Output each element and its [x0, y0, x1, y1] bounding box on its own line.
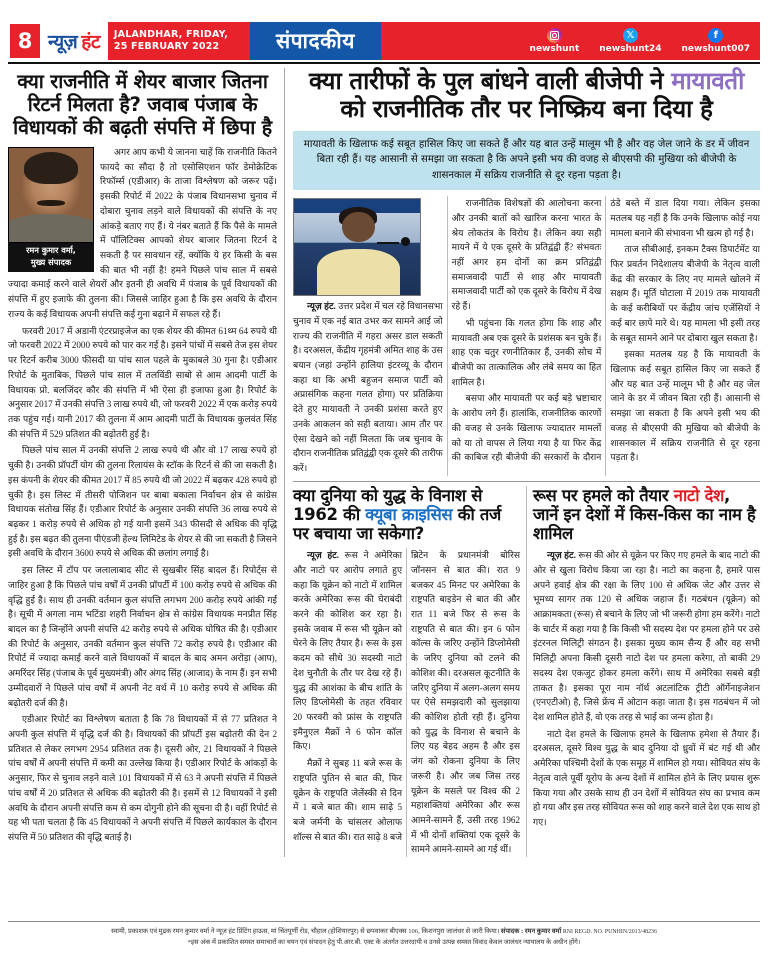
- lead-headline-part1: क्या तारीफों के पुल बांधने वाली बीजेपी ने: [309, 67, 672, 95]
- instagram-icon: [547, 28, 562, 43]
- facebook-handle: newshunt007: [681, 44, 750, 54]
- page-footer: [8, 921, 760, 948]
- cuba-headline-part2: की तर्ज पर बचाया जा सकेगा?: [293, 504, 501, 543]
- nato-headline-part1: रूस पर हमले को तैयार: [533, 485, 674, 505]
- nato-headline: [533, 486, 760, 543]
- lead-photo-block: [293, 198, 421, 296]
- lead-headline-part2: को राजनीतिक तौर पर निष्क्रिय बना दिया है: [340, 94, 713, 123]
- lead-para-3: भी पहुंचना कि गलत होगा कि शाह और मायावती अब एक दूसरे के प्रशंसक बन चुके हैं। शाह एक चतुर रणनीतिकार हैं, उनकी सोच में बीजेपी का तात्कालिक और लंबे समय का हित शामिल है।: [451, 317, 602, 387]
- nato-dateline: न्यूज़ हंट.: [547, 550, 576, 561]
- editor-name: रमन कुमार वर्मा: [524, 927, 562, 935]
- lead-body: [293, 196, 760, 476]
- author-designation: मुख्य संपादक: [30, 256, 72, 267]
- nato-para-1-text: रूस की ओर से यूक्रेन पर किए गए हमले के बाद नाटो की ओर से खुला विरोध किया जा रहा है। नाटो का कहना है, हमारे पास अपने हवाई क्षेत्र की रक्षा के लिए 100 से अधिक जेट और उत्तर से भूमध्य सागर तक 120 से अधिक जहाज हैं। गठबंधन (यूक्रेन) को आक्रामकता (रूस) से बचाने के लिए जो भी जरूरी होगा हम करेंगे। नाटो के चार्टर में कहा गया है कि किसी भी सदस्य देश पर हमला होने पर उसे इंटरनल मिलिट्री संगठन है। इसका मुख्य काम सैन्य हैं और वह सभी मिलिट्री अपना किसी दूसरी नाटो देश पर हमला करेगा, तो बाकी 29 सदस्य देश एकजुट होकर हमला करेंगे। साथ में अमेरिका सबसे बड़ी ताकत है। इसका पूरा नाम नॉर्थ अटलांटिक ट्रीटी ऑर्गेनाइजेशन (एनएटीओ) है, जिसे फ्रेंच में ओटान कहा जाता है। इस गठबंधन में जो देश शामिल होते हैं, वो एक तरह से भाई का जन्म होता है।: [533, 550, 760, 722]
- footer-rule: [8, 921, 760, 922]
- logo-word-1: न्यूज़: [48, 31, 78, 53]
- author-caption: [8, 243, 94, 272]
- story-cuba-crisis: [293, 486, 527, 857]
- editor-label: संपादक :: [500, 927, 524, 935]
- social-facebook[interactable]: [682, 28, 751, 54]
- lead-headline: [293, 68, 760, 124]
- lead-standfirst: मायावती के खिलाफ कई सबूत हासिल किए जा सकते हैं और यह बात उन्हें मालूम भी है और वह जेल जाने के डर में जीवन बिता रही हैं। यह आसानी से समझा जा सकता है कि अपने इसी भय की वजह से बीएसपी की मुखिया को बीजेपी के शासनकाल में सक्रिय राजनीति से दूर रहना पड़ता है।: [293, 131, 760, 190]
- social-links: [381, 22, 760, 60]
- lead-para-5: ताज सीबीआई, इनकम टैक्स डिपार्टमेंट या फिर प्रवर्तन निदेशालय बीजेपी के नेतृत्व वाली केंद्र की सरकार के लिए नए मामले खोलने में सक्षम हैं। मूर्ति घोटाला में 2019 तक मायावती के कई करीबियों पर केंद्रीय जांच एजेंसियों ने कई बार छापे मारे थे। यह मामला भी इसी तरह के सबूत सामने आने पर दोबारा खुल सकता है।: [610, 244, 760, 343]
- cuba-para-2: मैक्रों ने सुबह 11 बजे रूस के राष्ट्रपति पुतिन से बात की, फिर यूक्रेन के राष्ट्रपति जेलेंस्की से दिन में 1 बजे बात की। शाम साढ़े 5 बजे जर्मनी के चांसलर ओलाफ शॉल्स से बात की। रात साढ़े 8 बजे ब्रिटेन के प्रधानमंत्री बोरिस जॉनसन से बात की। रात 9 बजकर 45 मिनट पर अमेरिका के राष्ट्रपति बाइडेन से बात की और रात 11 बजे फिर से रूस के राष्ट्रपति से बात की। इन 6 फोन कॉल्स के जरिए उन्होंने डिप्लोमेसी के जरिए दुनिया को टलने की कोशिश की। दरअसल कूटनीति के जरिए दुनिया में अलग-अलग समय पर ऐसे समझदारी को सुलझाया की कोशिश होती रही हैं। दुनिया को युद्ध के विनाश से बचाने के लिए यह बेहद अहम है और इस जंग को रोकना दुनिया के लिए जरूरी है। और जब जिस तरह यूक्रेन के मसले पर विश्व की 2 महाशक्तियां अमेरिका और रूस आमने-सामने हैं, उसी तरह 1962 में भी दोनों शक्तियां एक दूसरे के सामने आमने-सामने आ गई थीं।: [293, 550, 520, 855]
- cuba-headline-part1: क्या दुनिया को युद्ध के विनाश से 1962 की: [293, 485, 483, 524]
- masthead-rule: [8, 62, 760, 64]
- lead-dateline: न्यूज़ हंट.: [307, 301, 336, 312]
- bottom-stories: [293, 486, 760, 857]
- editorial-body: [8, 145, 277, 845]
- cuba-headline-highlight: क्यूबा क्राइसिस: [365, 504, 453, 524]
- lead-para-4: बसपा और मायावती पर कई बड़े भ्रष्टाचार के आरोप लगे हैं। हालांकि, राजनीतिक कारणों की वजह से उनके खिलाफ ज्यादातर मामलों को या तो वापस ले लिया गया है या फिर केंद्र की काबिज रही बीजेपी की सरकारों के दौरान ठंडे बस्ते में डाल दिया गया। लेकिन इसका मतलब यह नहीं है कि उनके खिलाफ कोई नया मामला बनाने की संभावना भी खत्म हो गई है।: [451, 198, 760, 463]
- author-portrait: [8, 147, 94, 243]
- imprint-text: स्वामी, प्रकाशक एवं मुद्रक रमन कुमार वर्मा ने न्यूज़ हंट प्रिंटिंग हाऊस, मां चिंतपूर्णी रोड, चौहाल (होशियारपुर) से छपवाकर बीएक्स 106, किशनपुरा जालंधर से जारी किया।: [111, 927, 500, 935]
- cuba-dateline: न्यूज़ हंट.: [307, 550, 340, 561]
- cuba-body: [293, 548, 520, 857]
- masthead: [8, 22, 760, 60]
- nato-headline-part2: , जानें इन देशों में किस-किस का नाम है शामिल: [533, 485, 756, 543]
- author-name: रमन कुमार वर्मा,: [26, 245, 76, 255]
- lead-story: [285, 68, 760, 857]
- legal-line: *इस अंक में प्रकाशित समस्त समाचारों का चयन एवं संपादन हेतु पी.आर.बी. एक्ट के अंतर्गत उत्तरदायी व उनसे उत्पन्न समस्त विवाद केवल जालंधर न्यायालय के अधीन होंगे।: [187, 938, 581, 946]
- dateline-date: 25 FEBRUARY 2022: [113, 41, 220, 52]
- facebook-icon: f: [708, 28, 723, 43]
- lead-headline-highlight: मायावती: [671, 67, 744, 95]
- editorial-para-2: फरवरी 2017 में अडानी एंटरप्राइजेज का एक शेयर की कीमत 61थ्म 64 रुपये थी जो फरवरी 2022 में 2000 रुपये को पार कर गई है। इसने पांचों में सबसे तेज इस शेयर पर रिटर्न करीब 3000 फीसदी या पांच साल पहले के मुकाबले 30 गुना है। एडीआर रिपोर्ट के मुताबिक, पिछले पांच साल में तलविंडी साबो से आम आदमी पार्टी के विधायक प्रो. बलजिंदर कौर की संपत्ति में भी ऐसा ही इजाफा हुआ है। रिपोर्ट के अनुसार 2017 में उनकी संपत्ति 3 लाख रुपये थी, जो फरवरी 2022 में एक करोड़ रुपये तक पहुंच गई। यानी 2017 की तुलना में आम आदमी पार्टी के विधायक कुलवंत सिंह की संपत्ति में 529 प्रतिशत की बढ़ोतरी हुई है।: [8, 325, 277, 439]
- page-number: 8: [8, 22, 42, 60]
- editorial-para-3: पिछले पांच साल में उनकी संपत्ति 2 लाख रुपये थी और वो 17 लाख रुपये हो चुकी है। उनकी प्रॉपर्टी योग की तुलना रिलायंस के स्टॉक के रिटर्न से की जा सकती है। इस कंपनी के शेयर की कीमत 2017 में 85 रुपये थी जो 2022 में बढ़कर 428 रुपये हो चुकी है। इस लिस्ट में तीसरी पोजिशन पर बाबा बकाला निर्वाचन क्षेत्र से कांग्रेस विधायक संतोख सिंह हैं। एडीआर रिपोर्ट के अनुसार उनकी संपत्ति 36 लाख रुपये से बढ़कर 1 करोड़ रुपये से अधिक हो गई यानी इसमें 343 फीसदी से अधिक की वृद्धि हुई है। इस बढ़त की तुलना पीएंडजी हेल्थ लिमिटेड के शेयर से की जा सकती है जिसने इसी अवधि के दौरान 3600 रुपये से अधिक की छलांग लगाई है।: [8, 445, 277, 559]
- editorial-para-4: इस लिस्ट में टॉप पर जलालाबाद सीट से सुखबीर सिंह बादल हैं। रिपोर्ट्स से जाहिर हुआ है कि पिछले पांच वर्षों में उनकी प्रॉपर्टी में 100 करोड़ रुपये से अधिक की वृद्धि हुई है। साथ ही उनकी वर्तमान कुल संपत्ति लगभग 200 करोड़ रुपये आंकी गई है। सूची में अगला नाम भटिंडा शहरी निर्वाचन क्षेत्र से कांग्रेस विधायक मनप्रीत सिंह बादल का है जिन्होंने अपनी संपत्ति 42 करोड़ रुपये से अधिक घोषित की है। एडीआर की रिपोर्ट के अनुसार, उनकी वर्तमान कुल संपत्ति 72 करोड़ रुपये है। एडीआर की रिपोर्ट में ज्यादा कमाई करने वाले विधायकों में बादल के बाद अमन अरोड़ा (आप), अमरिंदर सिंह (पंजाब के पूर्व मुख्यमंत्री) और अंगद सिंह (आजाद) के नाम हैं। इन सभी उम्मीदवारों ने पिछले पांच वर्षों में अपनी नेट वर्थ में 10 करोड़ रुपये से अधिक की बढ़ोतरी दर्ज की है।: [8, 565, 277, 708]
- section-rule: [293, 481, 760, 482]
- story-nato: [527, 486, 760, 857]
- social-instagram[interactable]: [530, 28, 580, 54]
- publication-logo: [42, 22, 108, 60]
- nato-headline-highlight: नाटो देश: [673, 485, 725, 505]
- lead-para-6: इसका मतलब यह है कि मायावती के खिलाफ कई सबूत हासिल किए जा सकते हैं और यह बात उन्हें मालूम भी है और वह जेल जाने के डर में जीवन बिता रही हैं। आसानी से समझा जा सकता है कि अपने इसी भय की वजह से बीएसपी की मुखिया को बीजेपी के शासनकाल में सक्रिय राजनीति से दूर रहना पड़ता है।: [610, 349, 760, 463]
- author-photo-block: [8, 147, 94, 272]
- rni-number: RNI REGD. NO. PUNHIN/2013/48236: [562, 928, 657, 935]
- dateline-city-day: JALANDHAR, FRIDAY,: [113, 29, 228, 41]
- editorial-para-1: अगर आप कभी ये जानना चाहें कि राजनीति कितने फायदे का सौदा है तो एसोसिएशन फॉर डेमोक्रेटिक रिफॉर्म्स (एडीआर) के ताजा विश्लेषण को जरूर पढ़ें। इसकी रिपोर्ट में 2022 के पंजाब विधानसभा चुनाव में दोबारा चुनाव लड़ने वाले विधायकों की संपत्ति के नए आंकड़े बताए गए हैं। ये नंबर बताते हैं कि पैसे के मामले में पॉलिटिक्स आपको शेयर बाजार जितना रिटर्न दे सकती है पर सावधान रहें, क्योंकि ये हर किसी के बस की बात भी नहीं है! हमने पिछले पांच साल में सबसे ज्यादा कमाई करने वाले शेयरों और इतनी ही अवधि में पंजाब के पूर्व विधायकों की संपत्ति में हुए इजाफे की तुलना की। जिससे जाहिर हुआ है कि इस अवधि के दौरान राज्य के कई विधायक अपनी संपत्ति कई गुना बढ़ाने में सफल रहे हैं।: [8, 147, 277, 319]
- cuba-para-1-text: रूस ने अमेरिका और नाटो पर आरोप लगाते हुए कहा कि यूक्रेन को नाटो में शामिल करके अमेरिका रूस की घेराबंदी करने की कोशिश कर रहा है। इसके जवाब में रूस भी यूक्रेन को घेरने के लिए तैयार है। रूस के इस कदम को सीधे 30 सदस्यी नाटो देश चुनौती के तौर पर देख रहे हैं। युद्ध की आशंका के बीच शांति के लिए डिप्लोमेसी के तहत रविवार 20 फरवरी को फ्रांस के राष्ट्रपति इमैनुएल मैक्रों ने 6 फोन कॉल किए।: [293, 550, 402, 752]
- top-section: [8, 68, 760, 857]
- editorial-headline: क्या राजनीति में शेयर बाजार जितना रिटर्न मिलता है? जवाब पंजाब के विधायकों की बढ़ती संपत्ति में छिपा है: [13, 70, 272, 139]
- mayawati-photo: [293, 198, 421, 296]
- section-title: संपादकीय: [250, 22, 381, 60]
- newspaper-page: [0, 22, 768, 962]
- cuba-headline: [293, 486, 520, 543]
- logo-word-2: हंट: [81, 31, 100, 53]
- editorial-para-5: एडीआर रिपोर्ट का विश्लेषण बताता है कि 78 विधायकों में से 77 प्रतिशत ने अपनी कुल संपत्ति में वृद्धि दर्ज की है। विधायकों की प्रॉपर्टी इस बढ़ोतरी की देन 2 प्रतिशत से लेकर लगभग 2954 प्रतिशत तक है। दूसरी ओर, 21 विधायकों ने पिछले पांच वर्षों में अपनी संपत्ति में कमी का उल्लेख किया है। एडीआर रिपोर्ट के आंकड़ों के अनुसार, फिर से चुनाव लड़ने वाले 101 विधायकों में से 63 ने अपनी संपत्ति में पिछले पांच वर्षों में 20 प्रतिशत से अधिक की बढ़ोतरी की है। इसमें से 12 विधायकों ने इसी अवधि के दौरान अपनी संपत्ति कम से कम दोगुनी होने की सूचना दी है। वहीं रिपोर्ट से यह भी पता चलता है कि 45 विधायकों ने अपनी संपत्ति में पिछले कार्यकाल के दौरान संपत्ति में 50 प्रतिशत की वृद्धि बताई है।: [8, 714, 277, 843]
- lead-para-2: राजनीतिक विशेषज्ञों की आलोचना करना और उनकी बातों को खारिज करना भारत के श्रेय लोकतंत्र के विरोध है। लेकिन क्या सही मायने में ये एक दूसरे के प्रतिद्वंद्वी हैं? संभवतः नहीं अगर हम दोनों का क्रम प्रतिद्वंद्वी समाजवादी पार्टी से शाह और मायावती समाजवादी पार्टी को एक दूसरे के विरोध में देख रहे हैं।: [451, 198, 602, 312]
- social-twitter[interactable]: [599, 28, 661, 54]
- lead-para-1-text: उत्तर प्रदेश में चल रहे विधानसभा चुनाव में एक नई बात उभर कर सामने आई जो राज्य की राजनीति में गहरा असर डाल सकती है। दरअसल, केंद्रीय गृहमंत्री अमित शाह के उस बयान (जहां उन्होंने हालिया इंटरव्यू के दौरान कहा था कि अभी बहुजन समाज पार्टी को अप्रासंगिक कहना गलत होगा) पर प्रतिक्रिया देते हुए मायावती ने उनकी प्रशंसा करते हुए उनके आकलन को सही बताया। आम तौर पर ऐसा देखने को नहीं मिलता कि जब चुनाव के दौरान राजनीतिक प्रतिद्वंद्वी एक दूसरे की तारीफ करें।: [293, 301, 443, 473]
- instagram-handle: newshunt: [529, 44, 580, 54]
- twitter-handle: newshunt24: [599, 44, 662, 54]
- cuba-para-1: [293, 548, 402, 754]
- nato-body: [533, 548, 760, 830]
- nato-para-1: [533, 548, 760, 725]
- twitter-icon: 𝕏: [623, 28, 638, 43]
- dateline: [108, 22, 234, 60]
- nato-para-2: नाटो देश हमले के खिलाफ हमले के खिलाफ हमेशा से तैयार हैं। दरअसल, दूसरे विश्व युद्ध के बाद दुनिया दो ध्रुवों में बंट गई थी और अमेरिका पश्चिमी देशों के एक समूह में शामिल हो गया। सोवियत संघ के नेतृत्व वाले पूर्वी यूरोप के अन्य देशों में शामिल होने के लिए प्रयास शुरू किया गया और उसके साथ ही उन देशों में सोवियत संघ का प्रभाव कम हो गया और इस तरह सोवियत रूस को शाह करने वाले देश एक साथ हो गए।: [533, 728, 760, 828]
- editorial-column: [8, 68, 284, 857]
- imprint-line: [8, 926, 760, 937]
